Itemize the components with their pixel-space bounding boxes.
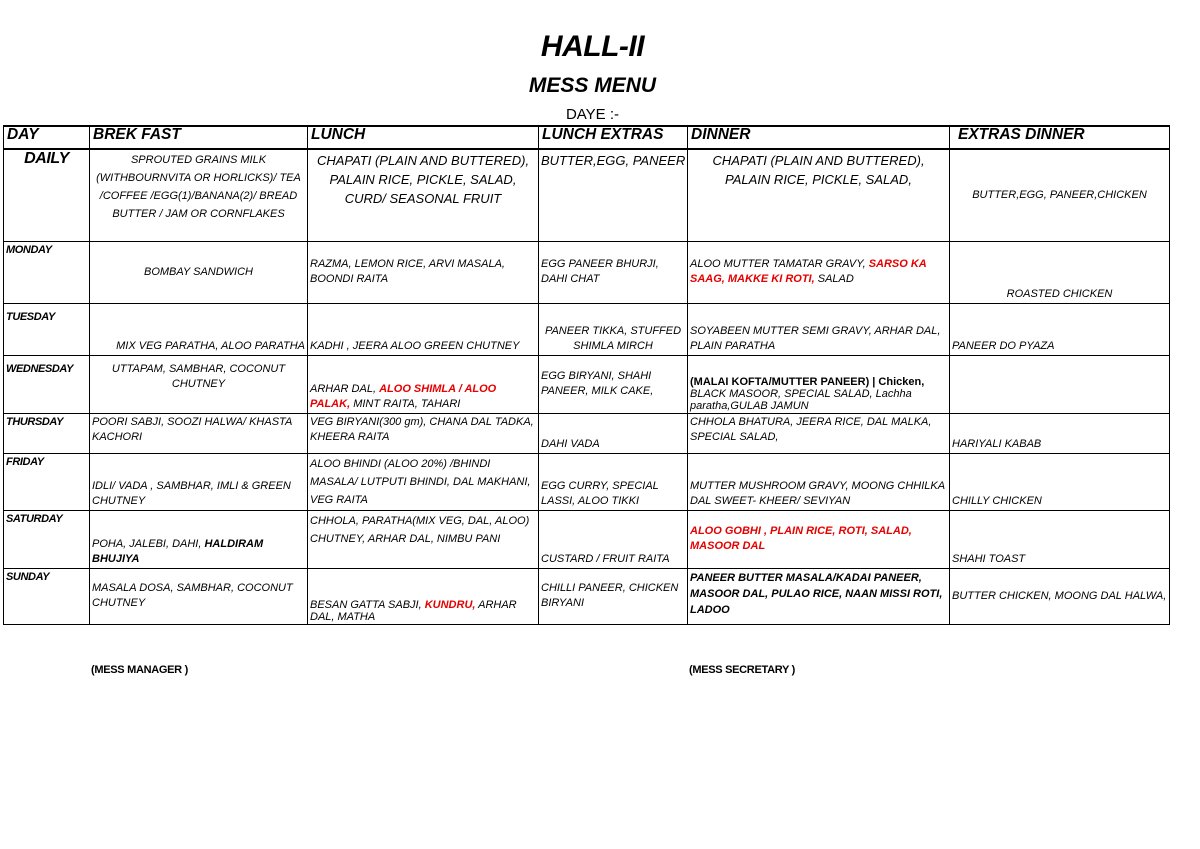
daily-lunch-extras: BUTTER,EGG, PANEER	[539, 149, 688, 241]
sunday-lunch-highlight: KUNDRU,	[424, 598, 476, 611]
row-monday	[4, 241, 1170, 303]
sunday-lunch-text-a: BESAN GATTA SABJI,	[310, 598, 422, 611]
saturday-breakfast-bold: HALDIRAM BHUJIYA	[92, 537, 264, 565]
day-daily: DAILY	[4, 149, 90, 241]
friday-dinner: MUTTER MUSHROOM GRAVY, MOONG CHHILKA DAL SWEET- KHEER/ SEVIYAN	[688, 453, 950, 510]
sunday-lunch-extras: CHILLI PANEER, CHICKEN BIRYANI	[539, 568, 688, 624]
monday-dinner-highlight: SARSO KA SAAG, MAKKE KI ROTI,	[690, 258, 927, 285]
sunday-breakfast: MASALA DOSA, SAMBHAR, COCONUT CHUTNEY	[90, 568, 308, 624]
monday-lunch-extras: EGG PANEER BHURJI, DAHI CHAT	[539, 241, 688, 303]
friday-lunch-extras: EGG CURRY, SPECIAL LASSI, ALOO TIKKI	[539, 453, 688, 510]
wednesday-dinner-bold: (MALAI KOFTA/MUTTER PANEER) | Chicken,	[690, 375, 925, 388]
saturday-lunch-extras: CUSTARD / FRUIT RAITA	[539, 510, 688, 568]
saturday-breakfast-text: POHA, JALEBI, DAHI,	[92, 537, 202, 550]
tuesday-lunch-extras: PANEER TIKKA, STUFFED SHIMLA MIRCH	[539, 303, 688, 355]
friday-lunch: ALOO BHINDI (ALOO 20%) /BHINDI MASALA/ LUTPUTI BHINDI, DAL MAKHANI, VEG RAITA	[308, 453, 539, 510]
wednesday-lunch	[308, 355, 539, 413]
saturday-lunch: CHHOLA, PARATHA(MIX VEG, DAL, ALOO) CHUTNEY, ARHAR DAL, NIMBU PANI	[308, 510, 539, 568]
daily-breakfast: SPROUTED GRAINS MILK (WITHBOURNVITA OR HORLICKS)/ TEA /COFFEE /EGG(1)/BANANA(2)/ BREAD BUTTER / JAM OR CORNFLAKES	[90, 149, 308, 241]
row-daily	[4, 149, 1170, 241]
thursday-lunch: VEG BIRYANI(300 gm), CHANA DAL TADKA, KHEERA RAITA	[308, 413, 539, 453]
wednesday-breakfast: UTTAPAM, SAMBHAR, COCONUT CHUTNEY	[90, 355, 308, 413]
day-tuesday: TUESDAY	[4, 303, 90, 355]
row-wednesday	[4, 355, 1170, 413]
day-friday: FRIDAY	[4, 453, 90, 510]
day-wednesday: WEDNESDAY	[4, 355, 90, 413]
friday-breakfast: IDLI/ VADA , SAMBHAR, IMLI & GREEN CHUTNEY	[90, 453, 308, 510]
tuesday-lunch: KADHI , JEERA ALOO GREEN CHUTNEY	[308, 303, 539, 355]
tuesday-dinner: SOYABEEN MUTTER SEMI GRAVY, ARHAR DAL, PLAIN PARATHA	[688, 303, 950, 355]
wednesday-lunch-text-a: ARHAR DAL,	[310, 382, 377, 395]
sunday-dinner: PANEER BUTTER MASALA/KADAI PANEER, MASOOR DAL, PULAO RICE, NAAN MISSI ROTI, LADOO	[688, 568, 950, 624]
daily-extras-dinner: BUTTER,EGG, PANEER,CHICKEN	[950, 149, 1170, 241]
saturday-breakfast	[90, 510, 308, 568]
row-thursday	[4, 413, 1170, 453]
mess-manager-signature-label: (MESS MANAGER )	[91, 664, 188, 676]
daily-dinner: CHAPATI (PLAIN AND BUTTERED), PALAIN RICE, PICKLE, SALAD,	[688, 149, 950, 241]
row-tuesday	[4, 303, 1170, 355]
col-header-lunch-extras: LUNCH EXTRAS	[539, 126, 688, 149]
col-header-day: DAY	[4, 126, 90, 149]
wednesday-lunch-highlight: ALOO SHIMLA / ALOO PALAK,	[310, 382, 497, 410]
col-header-extras-dinner: EXTRAS DINNER	[950, 126, 1170, 149]
hall-title: HALL-II	[540, 30, 645, 63]
day-thursday: THURSDAY	[4, 413, 90, 453]
date-label: DAYE :-	[565, 106, 620, 123]
day-saturday: SATURDAY	[4, 510, 90, 568]
day-sunday: SUNDAY	[4, 568, 90, 624]
row-friday	[4, 453, 1170, 510]
wednesday-dinner-text: BLACK MASOOR, SPECIAL SALAD, Lachha paratha,GULAB JAMUN	[690, 387, 912, 412]
col-header-breakfast: BREK FAST	[90, 126, 308, 149]
sunday-lunch	[308, 568, 539, 624]
wednesday-dinner	[688, 355, 950, 413]
row-saturday	[4, 510, 1170, 568]
row-sunday	[4, 568, 1170, 624]
tuesday-extras-dinner: PANEER DO PYAZA	[950, 303, 1170, 355]
friday-extras-dinner: CHILLY CHICKEN	[950, 453, 1170, 510]
header-row	[4, 126, 1170, 149]
daily-lunch: CHAPATI (PLAIN AND BUTTERED), PALAIN RICE, PICKLE, SALAD, CURD/ SEASONAL FRUIT	[308, 149, 539, 241]
monday-dinner	[688, 241, 950, 303]
thursday-breakfast: POORI SABJI, SOOZI HALWA/ KHASTA KACHORI	[90, 413, 308, 453]
wednesday-extras-dinner	[950, 355, 1170, 413]
col-header-lunch: LUNCH	[308, 126, 539, 149]
thursday-lunch-extras: DAHI VADA	[539, 413, 688, 453]
monday-extras-dinner: ROASTED CHICKEN	[950, 241, 1170, 303]
tuesday-breakfast: MIX VEG PARATHA, ALOO PARATHA	[90, 303, 308, 355]
monday-dinner-text-a: ALOO MUTTER TAMATAR GRAVY,	[690, 258, 866, 270]
saturday-extras-dinner: SHAHI TOAST	[950, 510, 1170, 568]
mess-menu-table	[3, 125, 1170, 625]
wednesday-lunch-text-b: MINT RAITA, TAHARI	[353, 397, 461, 410]
mess-secretary-signature-label: (MESS SECRETARY )	[689, 664, 795, 676]
sunday-lunch-text-b: ARHAR DAL, MATHA	[310, 598, 517, 623]
monday-dinner-text-b: SALAD	[817, 273, 854, 285]
wednesday-lunch-extras: EGG BIRYANI, SHAHI PANEER, MILK CAKE,	[539, 355, 688, 413]
saturday-dinner-highlight: ALOO GOBHI , PLAIN RICE, ROTI, SALAD, MASOOR DAL	[690, 525, 912, 552]
menu-subtitle: MESS MENU	[528, 74, 657, 97]
thursday-extras-dinner: HARIYALI KABAB	[950, 413, 1170, 453]
monday-breakfast: BOMBAY SANDWICH	[90, 241, 308, 303]
day-monday: MONDAY	[4, 241, 90, 303]
monday-lunch: RAZMA, LEMON RICE, ARVI MASALA, BOONDI RAITA	[308, 241, 539, 303]
saturday-dinner	[688, 510, 950, 568]
col-header-dinner: DINNER	[688, 126, 950, 149]
thursday-dinner: CHHOLA BHATURA, JEERA RICE, DAL MALKA, SPECIAL SALAD,	[688, 413, 950, 453]
sunday-extras-dinner: BUTTER CHICKEN, MOONG DAL HALWA,	[950, 568, 1170, 624]
